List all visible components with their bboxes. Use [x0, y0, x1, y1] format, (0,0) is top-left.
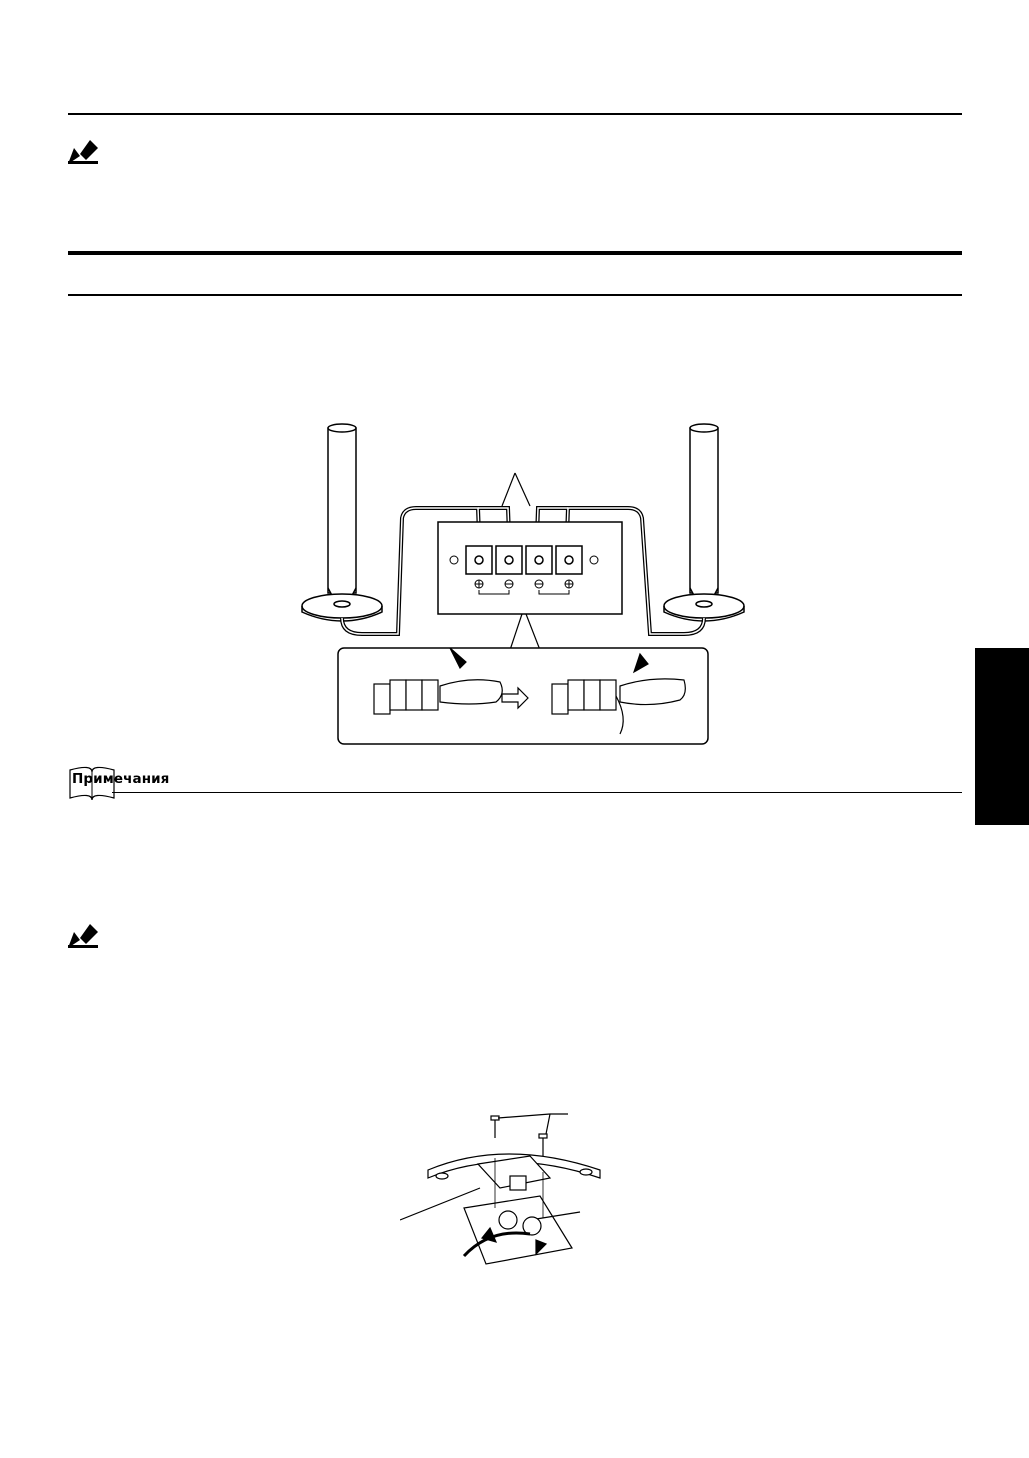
notes-heading: Примечания [72, 771, 170, 787]
caution-pen-icon [68, 138, 98, 164]
section-tab [975, 648, 1029, 825]
top-rule [68, 113, 962, 115]
speaker-connection-diagram [290, 418, 770, 748]
notes-rule [112, 792, 962, 793]
left-speaker [302, 424, 382, 621]
section-rule-thick [68, 251, 962, 255]
screw-icon [539, 1134, 547, 1156]
section-rule-thin [68, 294, 962, 296]
right-speaker [664, 424, 744, 621]
bracket-mounting-diagram [400, 1108, 610, 1268]
caution-pen-icon [68, 922, 98, 948]
screw-icon [491, 1116, 499, 1138]
